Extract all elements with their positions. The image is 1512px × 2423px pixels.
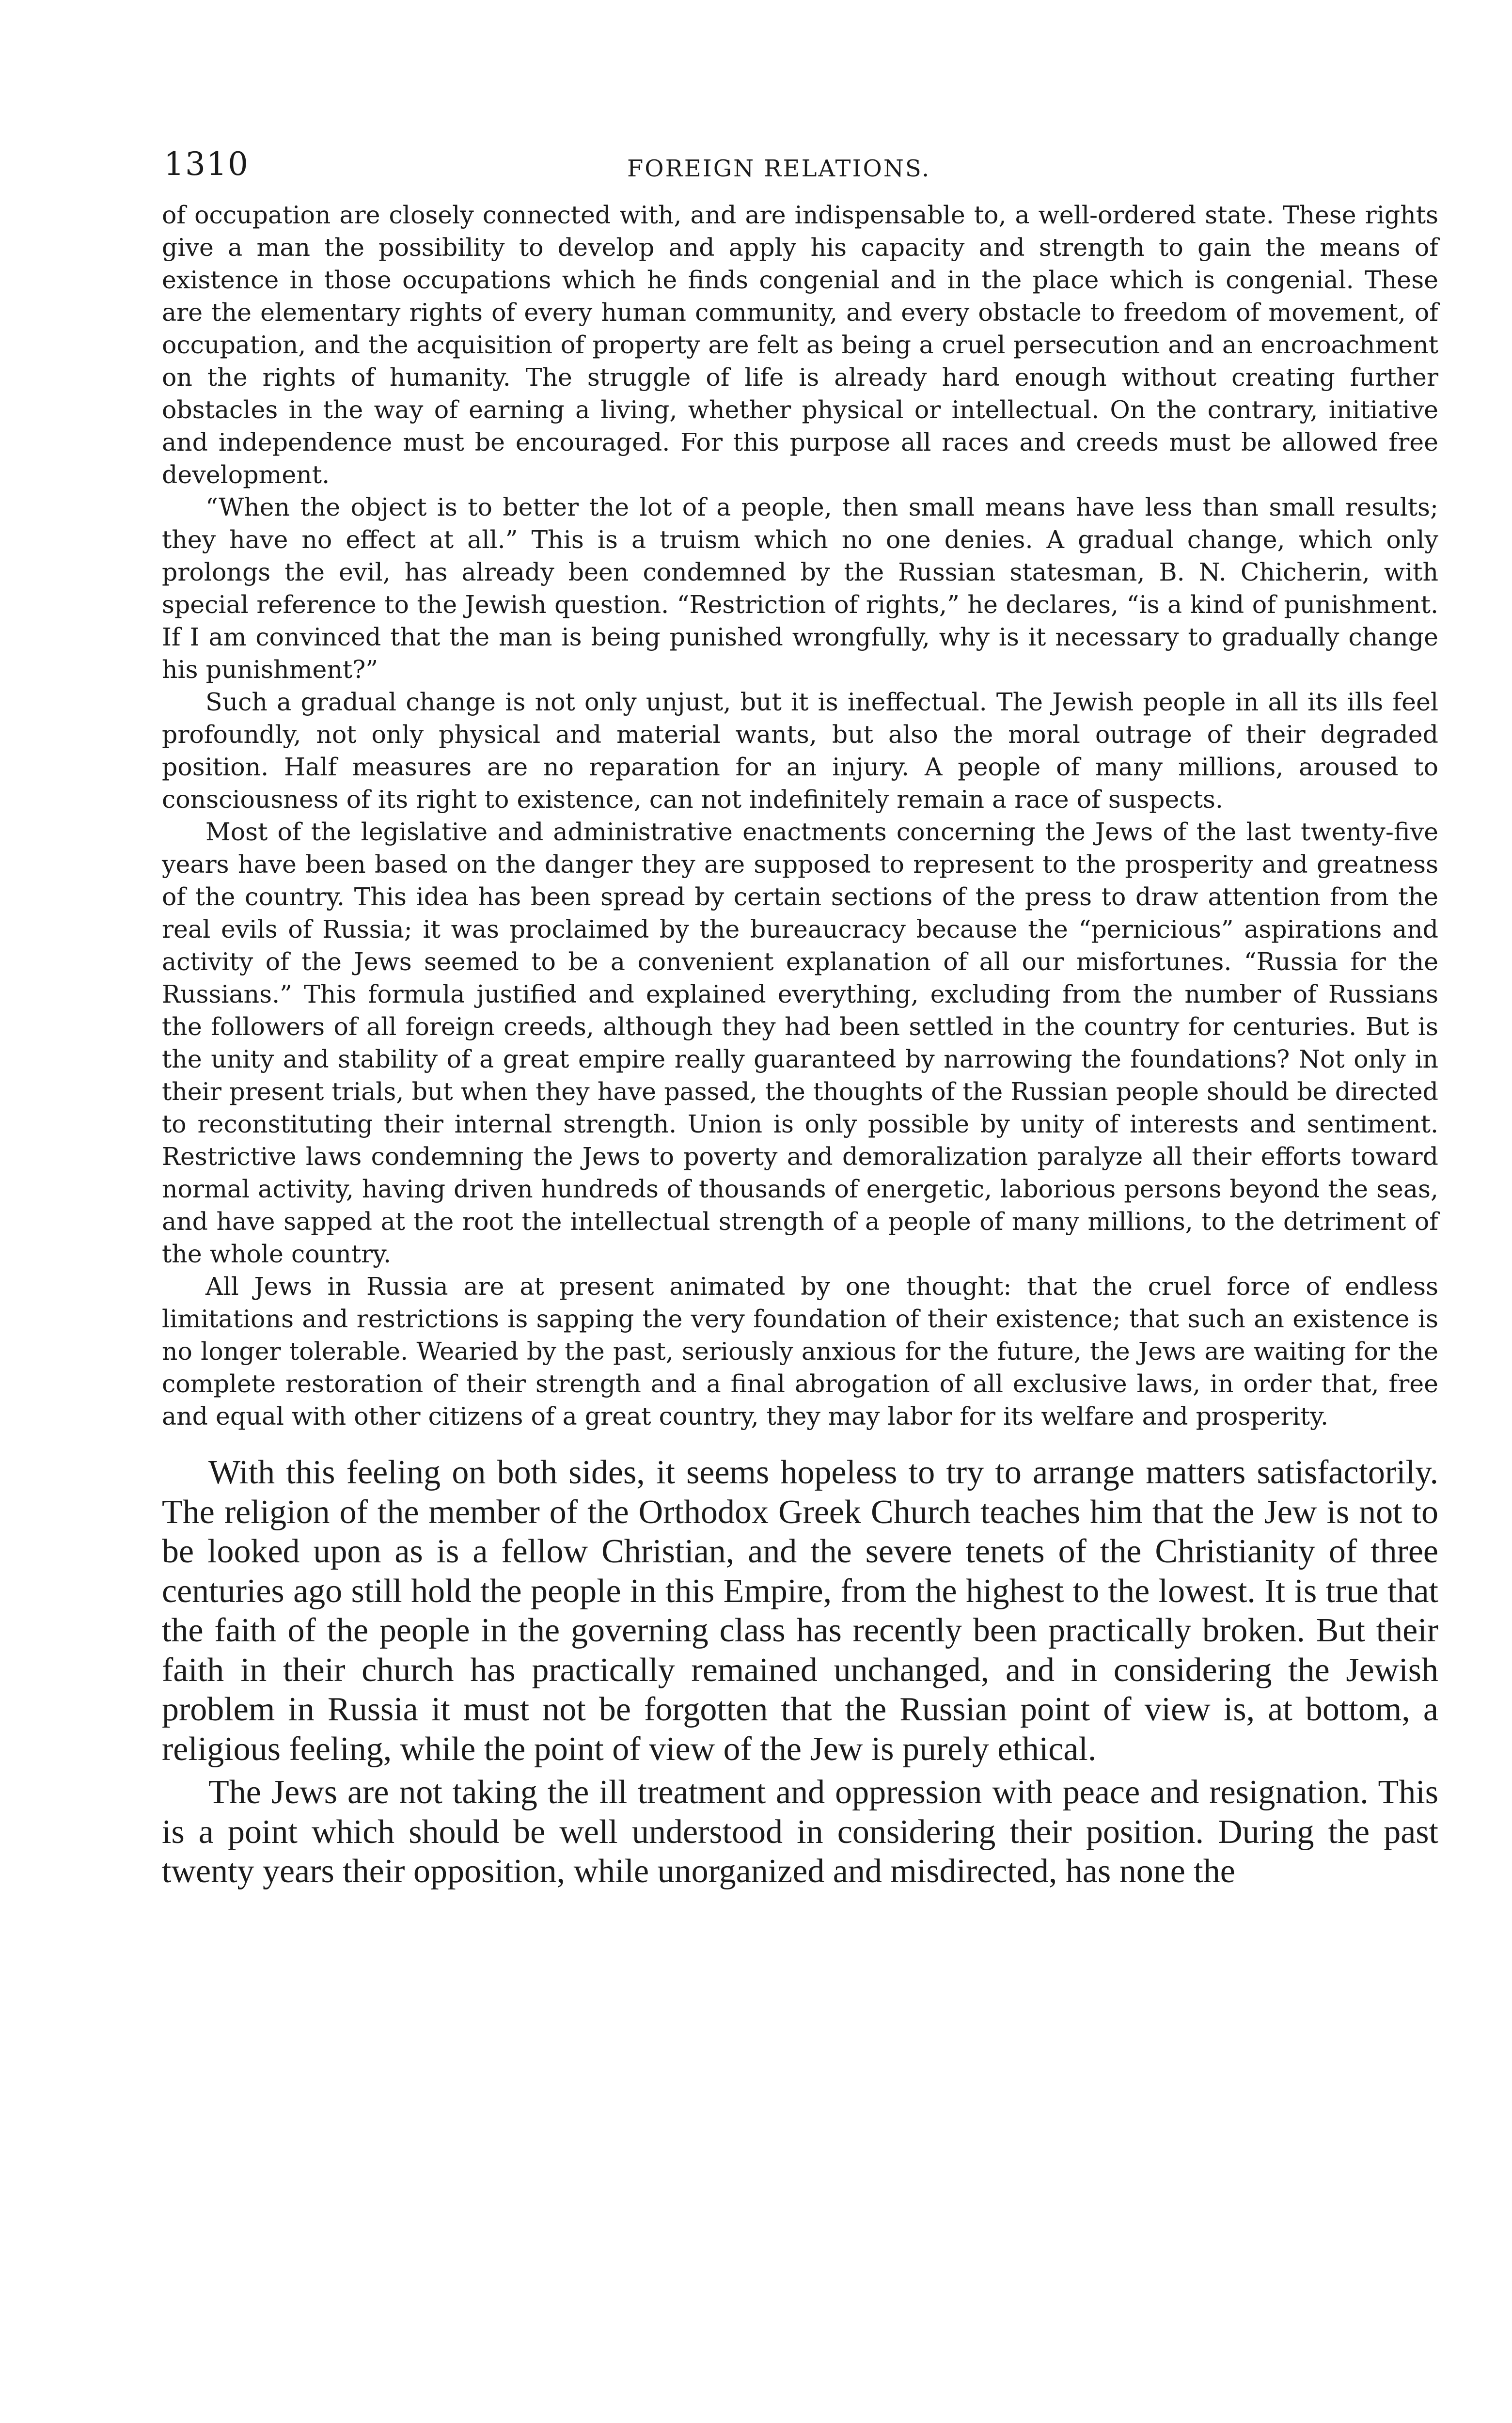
quote-paragraph: “When the object is to better the lot of a people, then small means have less than small results; they have no effect at all.” This is a truism which no one denies. A gradual change, which only prolongs the evil, has already been condemned by the Russian statesman, B. N. Chicherin, with special reference to the Jewish question. “Restriction of rights,” he declares, “is a kind of punishment. If I am convinced that the man is being punished wrongfully, why is it necessary to gradually change his punishment?” bbox=[162, 493, 1438, 684]
quoted-memorial bbox=[162, 199, 1438, 1432]
running-title: FOREIGN RELATIONS. bbox=[627, 155, 931, 182]
main-text bbox=[162, 1453, 1438, 1891]
quote-paragraph: of occupation are closely connected with, and are indispensable to, a well-ordered state. These rights give a man the possibility to develop and apply his capacity and strength to gain the means of existence in those occupations which he finds congenial and in the place which is congenial. These are the elementary rights of every human community, and every obstacle to freedom of movement, of occupation, and the acquisition of property are felt as being a cruel persecution and an encroachment on the rights of humanity. The struggle of life is already hard enough without creating further obstacles in the way of earning a living, whether physical or intellectual. On the contrary, initiative and independence must be encouraged. For this purpose all races and creeds must be allowed free development. bbox=[162, 201, 1438, 489]
quote-paragraph: Such a gradual change is not only unjust, but it is ineffectual. The Jewish people in all its ills feel profoundly, not only physical and material wants, but also the moral outrage of their degraded position. Half measures are no reparation for an injury. A people of many millions, aroused to consciousness of its right to existence, can not indefinitely remain a race of suspects. bbox=[162, 688, 1438, 814]
quote-paragraph: All Jews in Russia are at present animated by one thought: that the cruel force of endless limitations and restrictions is sapping the very foundation of their existence; that such an existence is no longer tolerable. Wearied by the past, seriously anxious for the future, the Jews are waiting for the complete restoration of their strength and a final abrogation of all exclusive laws, in order that, free and equal with other citizens of a great country, they may labor for its welfare and prosperity. bbox=[162, 1272, 1438, 1431]
running-header bbox=[162, 145, 1438, 199]
body-paragraph: The Jews are not taking the ill treatment and oppression with peace and resignation. This is a point which should be well understood in considering their position. During the past twenty years their opposition, while unorganized and misdirected, has none the bbox=[162, 1774, 1438, 1890]
page-number: 1310 bbox=[164, 145, 249, 183]
quote-paragraph: Most of the legislative and administrative enactments concerning the Jews of the last twenty-five years have been based on the danger they are supposed to represent to the prosperity and greatness of the country. This idea has been spread by certain sections of the press to draw attention from the real evils of Russia; it was proclaimed by the bureaucracy because the “pernicious” aspirations and activity of the Jews seemed to be a convenient explanation of all our misfortunes. “Russia for the Russians.” This formula justified and explained everything, excluding from the number of Russians the followers of all foreign creeds, although they had been settled in the country for centuries. But is the unity and stability of a great empire really guaranteed by narrowing the foundations? Not only in their present trials, but when they have passed, the thoughts of the Russian people should be directed to reconstituting their internal strength. Union is only possible by unity of interests and sentiment. Restrictive laws condemning the Jews to poverty and demoralization paralyze all their efforts toward normal activity, having driven hundreds of thousands of energetic, laborious persons beyond the seas, and have sapped at the root the intellectual strength of a people of many millions, to the detriment of the whole country. bbox=[162, 818, 1438, 1268]
document-page bbox=[162, 145, 1438, 1895]
body-paragraph: With this feeling on both sides, it seems hopeless to try to arrange matters satisfactorily. The religion of the member of the Orthodox Greek Church teaches him that the Jew is not to be looked upon as is a fellow Christian, and the severe tenets of the Christianity of three centuries ago still hold the people in this Empire, from the highest to the lowest. It is true that the faith of the people in the governing class has recently been practically broken. But their faith in their church has practically remained unchanged, and in considering the Jewish problem in Russia it must not be forgotten that the Russian point of view is, at bottom, a religious feeling, while the point of view of the Jew is purely ethical. bbox=[162, 1454, 1438, 1768]
